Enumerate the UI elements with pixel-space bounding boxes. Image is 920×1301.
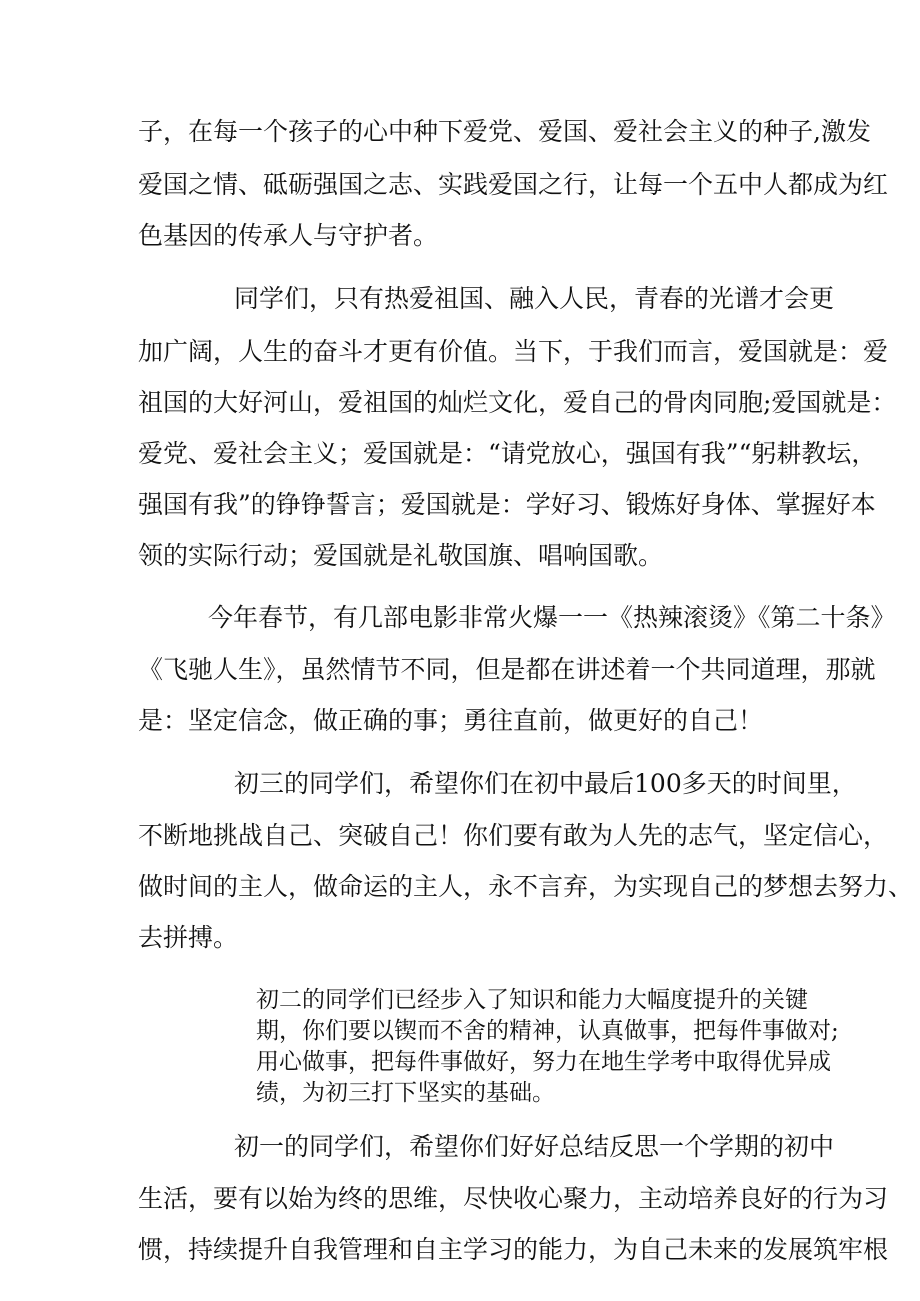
paragraph-5-line-1: 初二的同学们已经步入了知识和能力大幅度提升的关键	[256, 987, 808, 1013]
paragraph-2-line-2: 加广阔，人生的奋斗才更有价值。当下，于我们而言，爱国就是：爱	[138, 337, 889, 366]
paragraph-4-line-2: 不断地挑战自己、突破自己！你们要有敢为人先的志气，坚定信心，	[138, 821, 889, 850]
paragraph-1-line-1: 子，在每一个孩子的心中种下爱党、爱国、爱社会主义的种子,激发	[138, 117, 871, 146]
paragraph-4-line-4: 去拼搏。	[138, 923, 239, 952]
paragraph-4-line-3: 做时间的主人，做命运的主人，永不言弃，为实现自己的梦想去努力、	[138, 872, 914, 901]
paragraph-2-line-6: 领的实际行动；爱国就是礼敬国旗、唱响国歌。	[138, 541, 664, 570]
paragraph-3-line-1: 今年春节，有几部电影非常火爆一一《热辣滚烫》《第二十条》	[208, 603, 896, 632]
paragraph-5-line-4: 绩，为初三打下坚实的基础。	[256, 1080, 555, 1106]
paragraph-2-line-1: 同学们，只有热爱祖国、融入人民，青春的光谱才会更	[234, 284, 835, 313]
paragraph-3-line-3: 是：坚定信念，做正确的事；勇往直前，做更好的自己！	[138, 706, 764, 735]
paragraph-3-line-2: 《飞驰人生》，虽然情节不同，但是都在讲述着一个共同道理，那就	[138, 655, 876, 684]
paragraph-1-line-3: 色基因的传承人与守护者。	[138, 221, 439, 250]
paragraph-2-line-4: 爱党、爱社会主义；爱国就是：“请党放心，强国有我”“躬耕教坛，	[138, 439, 877, 468]
paragraph-4-line-1: 初三的同学们，希望你们在初中最后100多天的时间里，	[234, 769, 857, 798]
paragraph-6-line-2: 生活，要有以始为终的思维，尽快收心聚力，主动培养良好的行为习	[138, 1184, 889, 1213]
paragraph-2-line-5: 强国有我”的铮铮誓言；爱国就是：学好习、锻炼好身体、掌握好本	[138, 490, 876, 519]
paragraph-2-line-3: 祖国的大好河山，爱祖国的灿烂文化，爱自己的骨肉同胞;爱国就是：	[138, 388, 897, 417]
paragraph-6-line-3: 惯，持续提升自我管理和自主学习的能力，为自己未来的发展筑牢根	[138, 1235, 889, 1264]
paragraph-1-line-2: 爱国之情、砥砺强国之志、实践爱国之行，让每一个五中人都成为红	[138, 170, 889, 199]
paragraph-5-block	[256, 985, 839, 1109]
paragraph-5-line-3: 用心做事，把每件事做好，努力在地生学考中取得优异成	[256, 1049, 831, 1075]
paragraph-6-line-1: 初一的同学们，希望你们好好总结反思一个学期的初中	[234, 1132, 835, 1161]
paragraph-5-line-2: 期，你们要以锲而不舍的精神，认真做事，把每件事做对;	[256, 1018, 839, 1044]
